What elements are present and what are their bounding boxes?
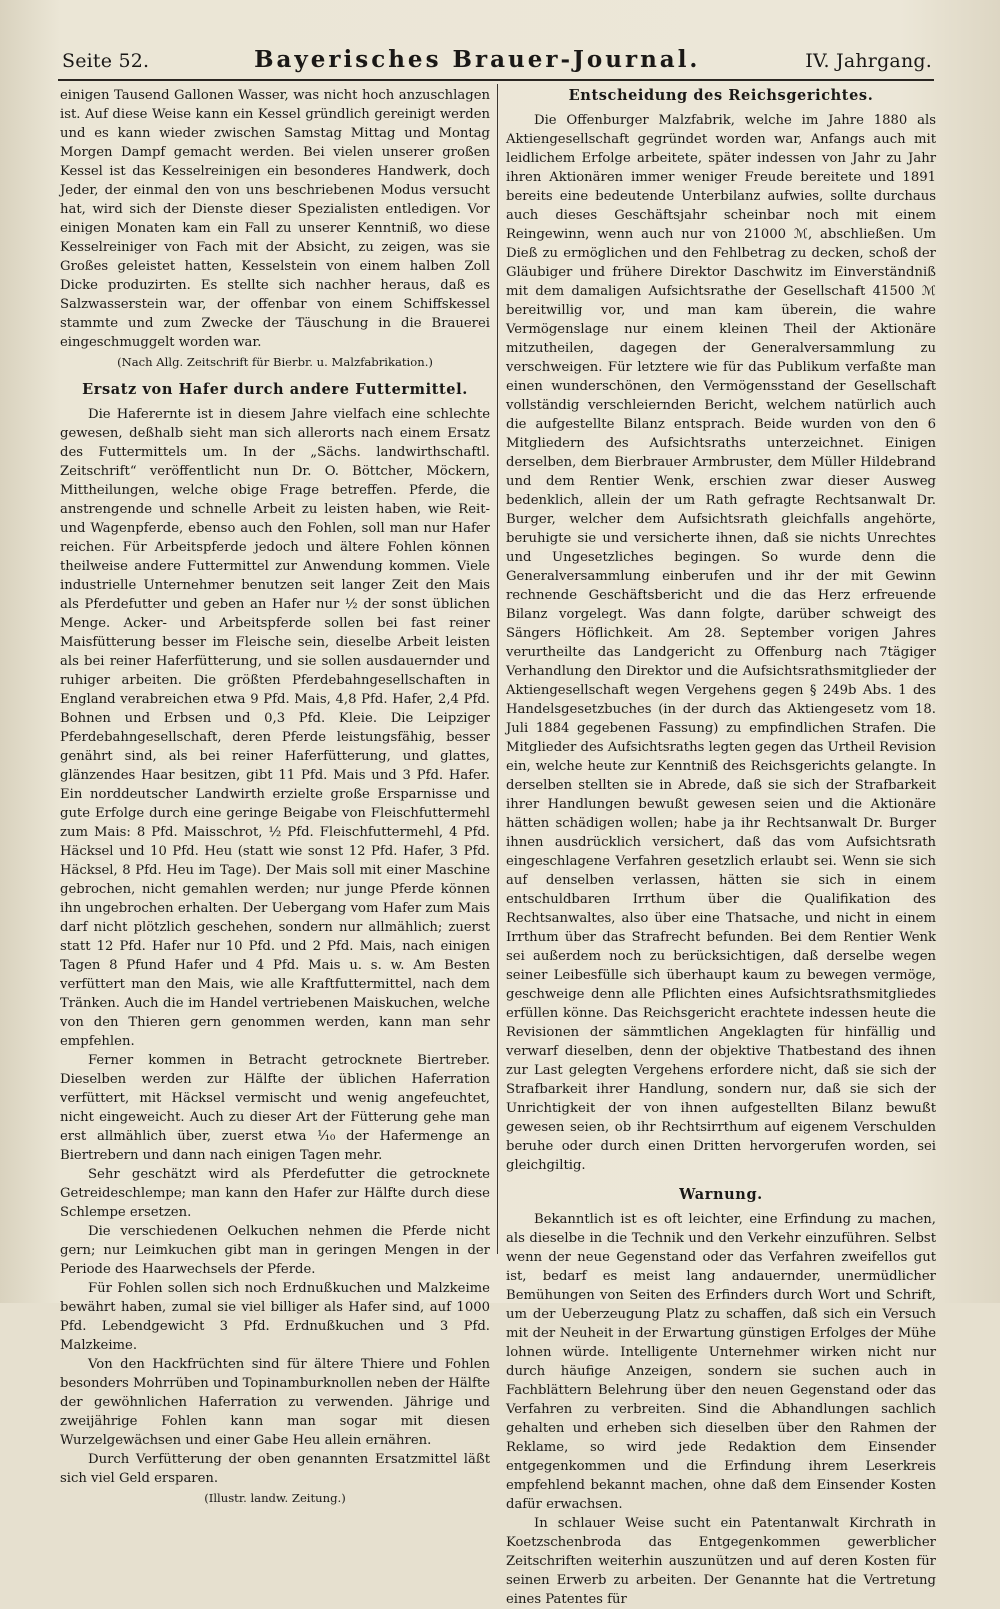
right-column [506, 86, 936, 1607]
article-paragraph: Ferner kommen in Betracht getrocknete Biertreber. Dieselben werden zur Hälfte der üblichen Haferration verfüttert, mit Häcksel vermischt und wenig angefeuchtet, nicht eingeweicht. Auch zu dieser Art der Fütterung gehe man erst allmählich über, zuerst etwa ¹⁄₁₀ der Hafermenge an Biertrebern und dann nach einigen Tagen mehr. [60, 1053, 490, 1163]
article-heading-hafer: Ersatz von Hafer durch andere Futtermittel. [82, 381, 468, 398]
left-column [60, 86, 490, 1505]
article-paragraph: In schlauer Weise sucht ein Patentanwalt Kirchrath in Koetzschenbroda das Entgegenkommen gewerblicher Zeitschriften weiterhin auszunützen und auf deren Kosten für seinen Erwerb zu arbeiten. Der Genannte hat die Vertretung eines Patentes für [506, 1516, 936, 1607]
article-paragraph: Für Fohlen sollen sich noch Erdnußkuchen und Malzkeime bewährt haben, zumal sie viel billiger als Hafer sind, auf 1000 Pfd. Lebendgewicht 3 Pfd. Erdnußkuchen und 3 Pfd. Malzkeime. [60, 1281, 490, 1353]
source-note: (Illustr. landw. Zeitung.) [204, 1491, 346, 1505]
article-paragraph: Die verschiedenen Oelkuchen nehmen die Pferde nicht gern; nur Leimkuchen gibt man in geringen Mengen in der Periode des Haarwechsels der Pferde. [60, 1224, 490, 1277]
article-continuation: einigen Tausend Gallonen Wasser, was nicht hoch anzuschlagen ist. Auf diese Weise kann ein Kessel gründlich gereinigt werden und es kann wieder zwischen Samstag Mittag und Montag Morgen Dampf gemacht werden. Bei vielen unserer großen Kessel ist das Kesselreinigen ein besonderes Handwerk, doch Jeder, der einmal den von uns beschriebenen Modus versucht hat, wird sich der Dienste dieser Spezialisten entledigen. Vor einigen Monaten kam ein Fall zu unserer Kenntniß, wo diese Kesselreiniger von Fach mit der Absicht, zu zeigen, was sie Großes geleistet hatten, Kesselstein von einem halben Zoll Dicke produzirten. Es stellte sich nachher heraus, daß es Salzwasserstein war, der offenbar von einem Schiffskessel stammte und zum Zwecke der Täuschung in die Brauerei eingeschmuggelt worden war. [60, 88, 490, 350]
column-divider [497, 84, 498, 1254]
article-paragraph: Bekanntlich ist es oft leichter, eine Erfindung zu machen, als dieselbe in die Technik und den Verkehr einzuführen. Selbst wenn der neue Gegenstand oder das Verfahren zweifellos gut ist, bedarf es meist lang andauernder, unermüdlicher Bemühungen von Seiten des Erfinders durch Wort und Schrift, um der Ueberzeugung Platz zu schaffen, daß sich ein Versuch mit der Neuheit in der Erwartung günstigen Erfolges der Mühe lohnen würde. Intelligente Unternehmer wirken nicht nur durch häufige Anzeigen, sondern sie suchen auch in Fachblättern Belehrung über den neuen Gegenstand oder das Verfahren zu verbreiten. Sind die Abhandlungen sachlich gehalten und erheben sich dieselben über den Rahmen der Reklame, so wird jede Redaktion dem Einsender entgegenkommen und die Erfindung ihrem Leserkreis empfehlend bekannt machen, ohne daß dem Einsender Kosten dafür erwachsen. [506, 1212, 936, 1512]
page-number: Seite 52. [62, 50, 150, 72]
header-rule [58, 79, 934, 81]
article-paragraph: Von den Hackfrüchten sind für ältere Thiere und Fohlen besonders Mohrrüben und Topinamburknollen neben der Hälfte der gewöhnlichen Haferration zu verwenden. Jährige und zweijährige Fohlen kann man sogar mit diesen Wurzelgewächsen und einer Gabe Heu allein ernähren. [60, 1357, 490, 1448]
article-paragraph: Durch Verfütterung der oben genannten Ersatzmittel läßt sich viel Geld ersparen. [60, 1452, 490, 1486]
page-header [62, 46, 932, 76]
article-heading-warnung: Warnung. [679, 1186, 763, 1203]
journal-title: Bayerisches Brauer-Journal. [254, 46, 701, 73]
volume-label: IV. Jahrgang. [805, 50, 932, 72]
article-paragraph: Sehr geschätzt wird als Pferdefutter die getrocknete Getreideschlempe; man kann den Hafer zur Hälfte durch diese Schlempe ersetzen. [60, 1167, 490, 1220]
article-paragraph: Die Haferernte ist in diesem Jahre vielfach eine schlechte gewesen, deßhalb sieht man sich allerorts nach einem Ersatz des Futtermittels um. In der „Sächs. landwirthschaftl. Zeitschrift“ veröffentlicht nun Dr. O. Böttcher, Möckern, Mittheilungen, welche obige Frage betreffen. Pferde, die anstrengende und schnelle Arbeit zu leisten haben, wie Reit- und Wagenpferde, ebenso auch den Fohlen, soll man nur Hafer reichen. Für Arbeitspferde jedoch und ältere Fohlen können theilweise andere Futtermittel zur Anwendung kommen. Viele industrielle Unternehmer benutzen seit langer Zeit den Mais als Pferdefutter und geben an Hafer nur ½ der sonst üblichen Menge. Acker- und Arbeitspferde sollen bei fast reiner Maisfütterung besser im Fleische sein, dieselbe Arbeit leisten als bei reiner Haferfütterung, und sie sollen ausdauernder und ruhiger arbeiten. Die größten Pferdebahngesellschaften in England verabreichen etwa 9 Pfd. Mais, 4,8 Pfd. Hafer, 2,4 Pfd. Bohnen und Erbsen und 0,3 Pfd. Kleie. Die Leipziger Pferdebahngesellschaft, deren Pferde leistungsfähig, besser genährt sind, als bei reiner Haferfütterung, und glattes, glänzendes Haar besitzen, gibt 11 Pfd. Mais und 3 Pfd. Hafer. Ein norddeutscher Landwirth erzielte große Ersparnisse und gute Erfolge durch eine geringe Beigabe von Fleischfuttermehl zum Mais: 8 Pfd. Maisschrot, ½ Pfd. Fleischfuttermehl, 4 Pfd. Häcksel und 10 Pfd. Heu (statt wie sonst 12 Pfd. Hafer, 3 Pfd. Häcksel, 8 Pfd. Heu im Tage). Der Mais soll mit einer Maschine gebrochen, nicht gemahlen werden; nur junge Pferde können ihn ungebrochen erhalten. Der Uebergang vom Hafer zum Mais darf nicht plötzlich geschehen, sondern nur allmählich; zuerst statt 12 Pfd. Hafer nur 10 Pfd. und 2 Pfd. Mais, nach einigen Tagen 8 Pfund Hafer und 4 Pfd. Mais u. s. w. Am Besten verfüttert man den Mais, wie alle Kraftfuttermittel, nach dem Tränken. Auch die im Handel vertriebenen Maiskuchen, welche von den Thieren gern genommen werden, kann man sehr empfehlen. [60, 407, 490, 1049]
article-paragraph: Die Offenburger Malzfabrik, welche im Jahre 1880 als Aktiengesellschaft gegründet worden war, Anfangs auch mit leidlichem Erfolge arbeitete, später indessen von Jahr zu Jahr ihren Aktionären immer weniger Freude bereitete und 1891 bereits eine bedeutende Unterbilanz aufwies, sollte durchaus auch dieses Geschäftsjahr scheinbar noch mit einem Reingewinn, wenn auch nur von 21000 ℳ, abschließen. Um Dieß zu ermöglichen und den Fehlbetrag zu decken, schoß der Gläubiger und frühere Direktor Daschwitz im Einverständniß mit dem damaligen Aufsichtsrathe der Gesellschaft 41500 ℳ bereitwillig vor, und man kam überein, die wahre Vermögenslage nur einem kleinen Theil der Aktionäre mitzutheilen, dagegen der Generalversammlung zu verschweigen. Für letztere wie für das Publikum verfaßte man einen wunderschönen, den Vermögensstand der Gesellschaft vollständig verschleiernden Bericht, welchem natürlich auch die aufgestellte Bilanz entsprach. Beide wurden von den 6 Mitgliedern des Aufsichtsraths unterzeichnet. Einigen derselben, dem Bierbrauer Armbruster, dem Müller Hildebrand und dem Rentier Wenk, erschien zwar dieser Ausweg bedenklich, allein der um Rath gefragte Rechtsanwalt Dr. Burger, welcher dem Aufsichtsrath gleichfalls angehörte, beruhigte sie und versicherte ihnen, daß sie nichts Unrechtes und Ungesetzliches begingen. So wurde denn die Generalversammlung einberufen und ihr der mit Gewinn rechnende Geschäftsbericht und die das Herz erfreuende Bilanz vorgelegt. Was dann folgte, darüber schweigt des Sängers Höflichkeit. Am 28. September vorigen Jahres verurtheilte das Landgericht zu Offenburg nach 7tägiger Verhandlung den Direktor und die Aufsichtsrathsmitglieder der Aktiengesellschaft wegen Vergehens gegen § 249b Abs. 1 des Handelsgesetzbuches (in der durch das Aktiengesetz vom 18. Juli 1884 gegebenen Fassung) zu empfindlichen Strafen. Die Mitglieder des Aufsichtsraths legten gegen das Urtheil Revision ein, welche heute zur Kenntniß des Reichsgerichts gelangte. In derselben stellten sie in Abrede, daß sie sich der Strafbarkeit ihrer Handlungen bewußt gewesen seien und die Aktionäre hätten schädigen wollen; habe ja ihr Rechtsanwalt Dr. Burger ihnen ausdrücklich versichert, daß das vom Aufsichtsrath eingeschlagene Verfahren gesetzlich erlaubt sei. Wenn sie sich auf denselben verlassen, hätten sie sich in einem entschuldbaren Irrthum über die Qualifikation des Rechtsanwaltes, also über eine Thatsache, und nicht in einem Irrthum über das Strafrecht befunden. Bei dem Rentier Wenk sei außerdem noch zu berücksichtigen, daß derselbe wegen seiner Leibesfülle sich überhaupt kaum zu bewegen vermöge, geschweige denn alle Pflichten eines Aufsichtsrathsmitgliedes erfüllen könne. Das Reichsgericht erachtete indessen heute die Revisionen der sämmtlichen Angeklagten für hinfällig und verwarf dieselben, denn der objektive Thatbestand des ihnen zur Last gelegten Vergehens erfordere nicht, daß sie sich der Strafbarkeit ihrer Handlung, sondern nur, daß sie sich der Unrichtigkeit der von ihnen aufgestellten Bilanz bewußt gewesen seien, ob ihr Rechtsirrthum auf eigenem Verschulden beruhe oder durch einen Dritten hervorgerufen worden, sei gleichgiltig. [506, 113, 936, 1173]
source-note: (Nach Allg. Zeitschrift für Bierbr. u. Malzfabrikation.) [117, 355, 433, 369]
article-heading-reichsgericht: Entscheidung des Reichsgerichtes. [568, 87, 874, 104]
